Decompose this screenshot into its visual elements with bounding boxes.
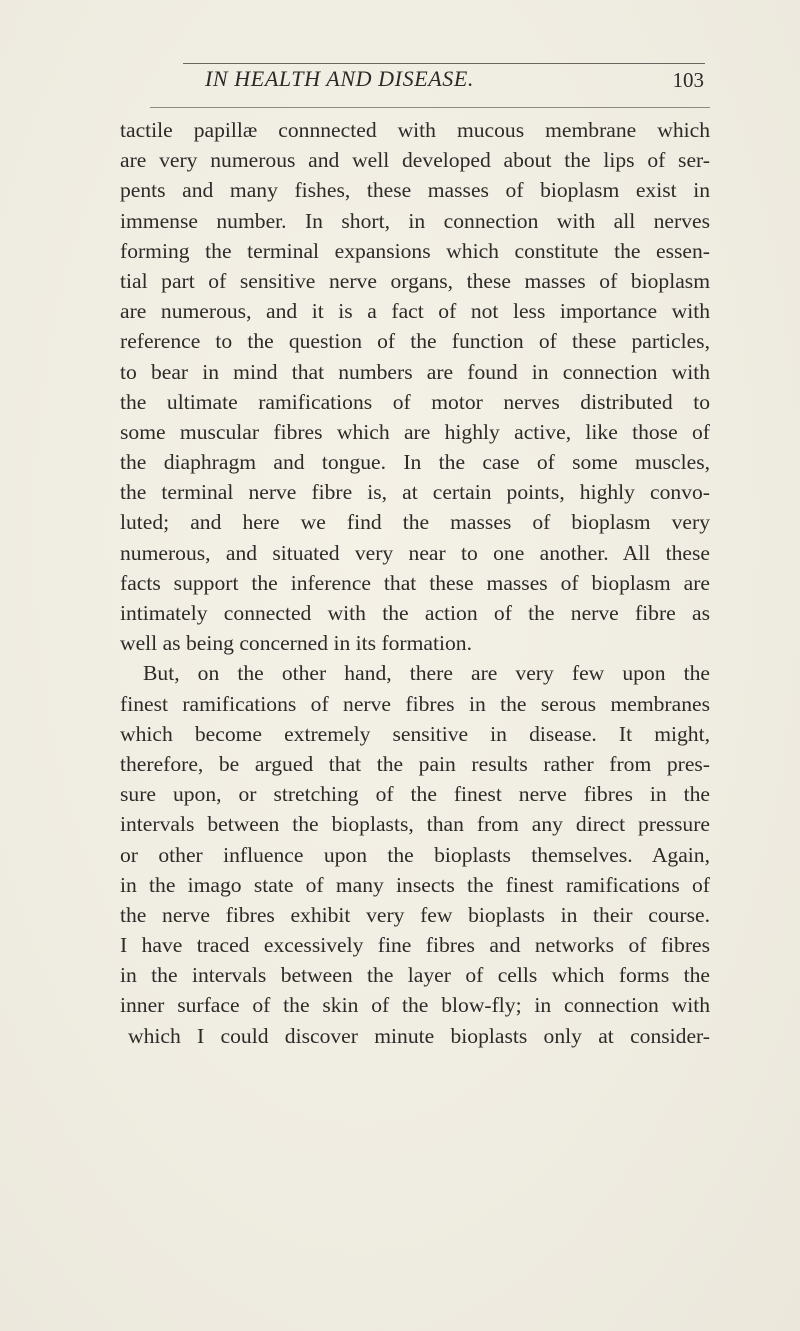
text-line: to bear in mind that numbers are found in connection with bbox=[120, 359, 710, 384]
text-line: the diaphragm and tongue. In the case of some muscles, bbox=[120, 450, 710, 475]
text-line: the ultimate ramifications of motor nerves distributed to bbox=[120, 389, 710, 414]
text-line: the terminal nerve fibre is, at certain points, highly convo- bbox=[120, 480, 710, 505]
text-line: finest ramifications of nerve fibres in the serous membranes bbox=[120, 691, 710, 716]
text-line: which become extremely sensitive in disease. It might, bbox=[120, 721, 710, 746]
header-bottom-rule bbox=[150, 107, 710, 108]
text-line: tial part of sensitive nerve organs, these masses of bioplasm bbox=[120, 268, 710, 293]
text-line: intimately connected with the action of the nerve fibre as bbox=[120, 601, 710, 625]
text-line: pents and many fishes, these masses of bioplasm exist in bbox=[120, 178, 710, 203]
text-line: in the intervals between the layer of cells which forms the bbox=[120, 963, 710, 988]
text-line: intervals between the bioplasts, than from any direct pressure bbox=[120, 812, 710, 837]
text-line: therefore, be argued that the pain results rather from pres- bbox=[120, 751, 710, 776]
paragraph-start-line: But, on the other hand, there are very few upon the bbox=[143, 661, 710, 686]
page-header bbox=[205, 66, 710, 106]
header-top-rule bbox=[183, 63, 705, 64]
text-line: are very numerous and well developed about the lips of ser- bbox=[120, 148, 710, 173]
text-line: numerous, and situated very near to one another. All these bbox=[120, 540, 710, 565]
text-line: are numerous, and it is a fact of not less importance with bbox=[120, 299, 710, 324]
text-line: luted; and here we find the masses of bioplasm very bbox=[120, 510, 710, 535]
text-line: inner surface of the skin of the blow-fly; in connection with bbox=[120, 993, 710, 1018]
text-line: sure upon, or stretching of the finest nerve fibres in the bbox=[120, 782, 710, 807]
text-line: which I could discover minute bioplasts only at consider- bbox=[128, 1023, 710, 1048]
text-line: some muscular fibres which are highly active, like those of bbox=[120, 419, 710, 444]
page-number: 103 bbox=[672, 68, 704, 92]
text-line: immense number. In short, in connection with all nerves bbox=[120, 208, 710, 233]
text-line: the nerve fibres exhibit very few bioplasts in their course. bbox=[120, 902, 710, 927]
text-line: tactile papillæ connnected with mucous membrane which bbox=[120, 118, 710, 142]
body-text bbox=[120, 115, 710, 1051]
text-line: forming the terminal expansions which constitute the essen- bbox=[120, 238, 710, 263]
text-line: or other influence upon the bioplasts themselves. Again, bbox=[120, 842, 710, 867]
text-line: reference to the question of the function of these particles, bbox=[120, 329, 710, 354]
text-line: facts support the inference that these masses of bioplasm are bbox=[120, 570, 710, 595]
running-head: IN HEALTH AND DISEASE. bbox=[205, 66, 475, 91]
paragraph-end-line: well as being concerned in its formation. bbox=[120, 631, 472, 656]
text-line: I have traced excessively fine fibres and networks of fibres bbox=[120, 933, 710, 958]
text-line: in the imago state of many insects the finest ramifications of bbox=[120, 872, 710, 897]
